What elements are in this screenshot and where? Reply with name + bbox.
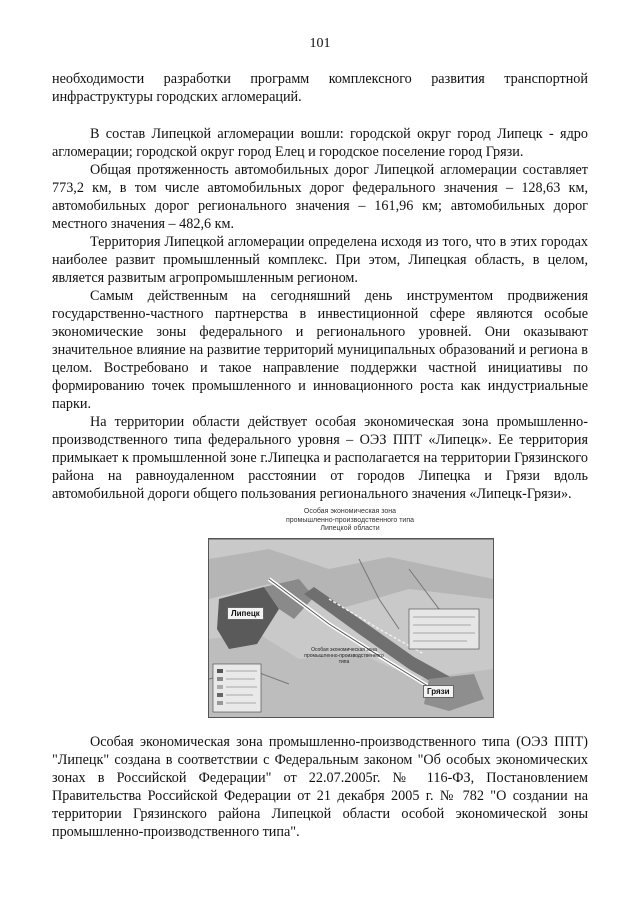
paragraph: Общая протяженность автомобильных дорог Липецкой агломерации составляет 773,2 км, в том числе автомобильных дорог федерального значения – 128,63 км, автомобильных дорог регионального значения – 161,96 км; автомобильных дорог местного значения – 482,6 км. (52, 162, 588, 232)
map-zone-note: Особая экономическая зона промышленно-производственного типа (304, 647, 384, 665)
sez-map-figure (208, 508, 492, 718)
paragraph: Самым действенным на сегодняшний день инструментом продвижения государственно-частного партнерства в инвестиционной сфере являются особые экономические зоны федерального и регионального уровней. Они оказывают значительное влияние на развитие территорий муниципальных образований и региона в целом. Востребовано и такое направление поддержки частной инициативы по формированию точек промышленного и инновационного роста как индустриальные парки. (52, 288, 588, 412)
map-title-line: Липецкой области (320, 525, 380, 532)
map-title-line: промышленно-производственного типа (285, 516, 415, 524)
paragraph: На территории области действует особая экономическая зона промышленно-производственного типа федерального уровня – ОЭЗ ППТ «Липецк». Ее территория примыкает к промышленной зоне г.Липецка и располагается на территории Грязинского района на равноудаленном расстоянии от городов Липецка и Грязи вдоль автомобильной дороги общего пользования регионального значения «Липецк-Грязи». (52, 414, 588, 502)
paragraph: необходимости разработки программ комплексного развития транспортной инфраструктуры городских агломераций. (52, 71, 588, 105)
paragraph: Территория Липецкой агломерации определена исходя из того, что в этих городах наиболее развит промышленный комплекс. При этом, Липецкая область, в целом, является развитым агропромышленным регионом. (52, 234, 588, 286)
paragraph: Особая экономическая зона промышленно-производственного типа (ОЭЗ ППТ) "Липецк" создана в соответствии с Федеральным законом "Об особых экономических зонах в Российской Федерации" от 22.07.2005г. № 116-ФЗ, Постановлением Правительства Российской Федерации от 21 декабря 2005 г. № 782 "О создании на территории Грязинского района Липецкой области особой экономической зоны промышленно-производственного типа". (52, 734, 588, 840)
page-number: 101 (309, 36, 331, 51)
text-block-main (52, 125, 588, 503)
map-label-gryazi: Грязи (423, 685, 454, 698)
map-title-line: Особая экономическая зона (303, 508, 397, 515)
map-image (208, 538, 494, 718)
map-label-lipetsk: Липецк (227, 607, 264, 620)
text-block-bottom (52, 733, 588, 841)
paragraph: В состав Липецкой агломерации вошли: городской округ город Липецк - ядро агломерации; городской округ город Елец и городское поселение город Грязи. (52, 126, 588, 160)
map-title (208, 508, 492, 534)
text-block-intro (52, 70, 588, 106)
